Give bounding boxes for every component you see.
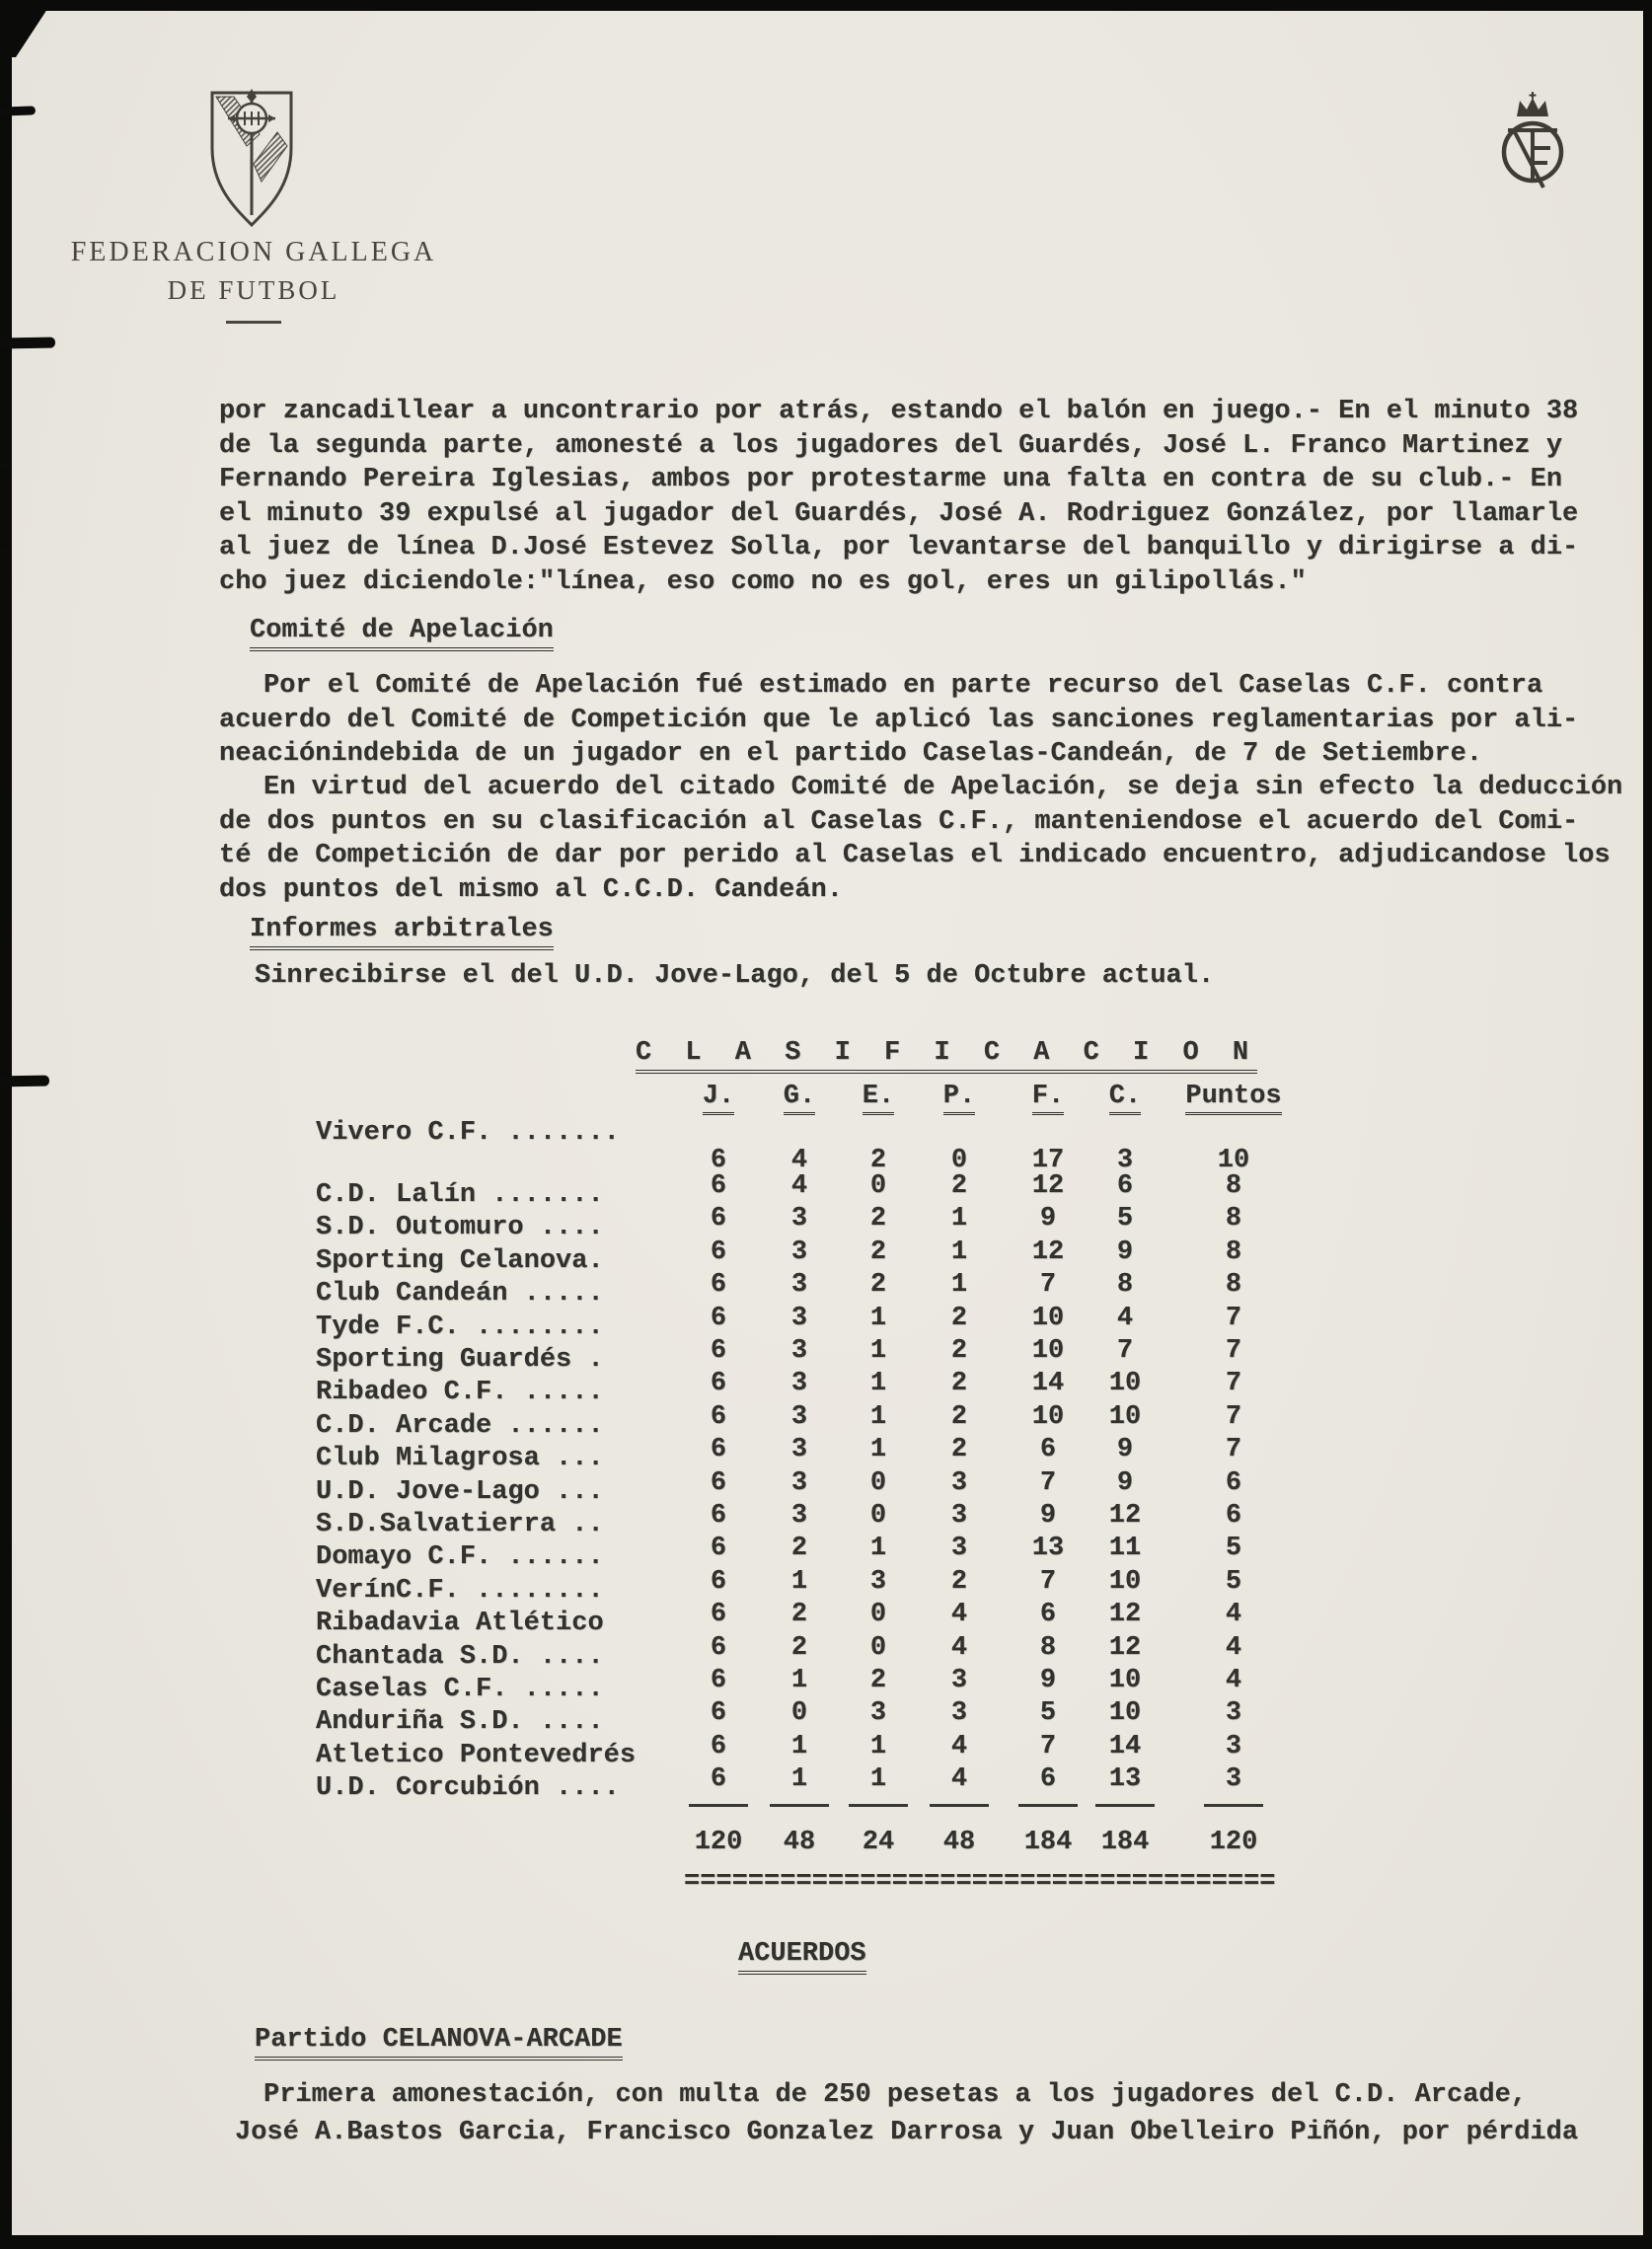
binding-notch xyxy=(0,464,11,469)
stat-value: 3 xyxy=(950,1534,968,1564)
stat-value: 13 xyxy=(1108,1764,1142,1795)
total-value: 48 xyxy=(942,1828,976,1857)
stat-value: 6 xyxy=(710,1369,727,1399)
stat-value: 1 xyxy=(950,1237,968,1267)
stat-value: 0 xyxy=(869,1632,887,1663)
org-name-line1: FEDERACION GALLEGA xyxy=(70,237,437,267)
stat-value: 9 xyxy=(1039,1501,1057,1531)
letterhead-rule xyxy=(226,321,281,324)
stat-value: 3 xyxy=(790,1270,808,1301)
stat-value: 2 xyxy=(950,1336,968,1366)
stat-value: 7 xyxy=(1039,1270,1057,1301)
stat-value: 2 xyxy=(869,1270,887,1301)
stat-value: 6 xyxy=(1116,1171,1134,1201)
referee-report-paragraph xyxy=(219,395,1640,599)
stat-value: 17 xyxy=(1031,1146,1065,1175)
informes-heading xyxy=(250,913,554,947)
referee-report-paragraph-line-5: al juez de línea D.José Estevez Solla, por levantarse del banquillo y dirigirse a di- xyxy=(219,533,1579,562)
stat-value: 6 xyxy=(710,1435,727,1465)
stat-value: 10 xyxy=(1108,1698,1142,1729)
stat-value: 6 xyxy=(710,1467,727,1498)
fgf-shield-logo xyxy=(202,85,301,231)
team-name: Caselas C.F. ..... xyxy=(316,1675,604,1704)
stat-value: 0 xyxy=(869,1501,887,1531)
apelacion-heading-text: Comité de Apelación xyxy=(250,616,554,651)
referee-report-paragraph-line-3: Fernando Pereira Iglesias, ambos por protestarme una falta en contra de su club.- En xyxy=(219,465,1563,494)
stat-value: 4 xyxy=(950,1764,968,1795)
apelacion-paragraph-2-line-2: de dos puntos en su clasificación al Caselas C.F., manteniendose el acuerdo del Comi- xyxy=(219,806,1579,837)
stat-value: 0 xyxy=(869,1171,887,1201)
stat-value: 2 xyxy=(950,1369,968,1399)
acuerdos-heading xyxy=(738,1937,866,1972)
stat-value: 1 xyxy=(869,1764,887,1795)
team-name: U.D. Corcubión .... xyxy=(316,1773,620,1804)
column-header-label: E. xyxy=(863,1082,894,1115)
org-name-line2: DE FUTBOL xyxy=(167,275,340,305)
stat-value: 3 xyxy=(1225,1731,1242,1762)
team-name: C.D. Lalín ....... xyxy=(316,1180,604,1210)
stat-value: 5 xyxy=(1116,1204,1134,1235)
totals-rule xyxy=(849,1804,908,1807)
stat-value: 3 xyxy=(950,1698,968,1729)
stat-value: 7 xyxy=(1039,1566,1057,1597)
informes-text: Sinrecibirse el del U.D. Jove-Lago, del 5 de Octubre actual. xyxy=(255,961,1215,991)
stat-value: 3 xyxy=(950,1666,968,1695)
stat-value: 6 xyxy=(710,1146,727,1175)
stat-value: 4 xyxy=(1225,1600,1242,1630)
stat-value: 2 xyxy=(790,1534,808,1564)
acuerdos-paragraph-line-1: Primera amonestación, con multa de 250 pesetas a los jugadores del C.D. Arcade, xyxy=(263,2080,1528,2110)
stat-value: 9 xyxy=(1116,1435,1134,1465)
stat-value: 8 xyxy=(1225,1237,1242,1267)
stat-value: 5 xyxy=(1225,1566,1242,1597)
team-name: Club Candeán ..... xyxy=(316,1279,604,1310)
match-heading xyxy=(255,2023,623,2058)
stat-value: 0 xyxy=(790,1698,808,1729)
total-value: 184 xyxy=(1023,1828,1073,1857)
stat-value: 3 xyxy=(950,1501,968,1531)
apelacion-paragraph-2-line-1: En virtud del acuerdo del citado Comité de Apelación, se deja sin efecto la deducción xyxy=(263,773,1623,802)
stat-value: 3 xyxy=(1225,1764,1242,1795)
stat-value: 2 xyxy=(950,1401,968,1432)
stat-value: 9 xyxy=(1116,1467,1134,1498)
total-value: 24 xyxy=(862,1828,895,1857)
total-value: 184 xyxy=(1100,1828,1150,1857)
stat-value: 10 xyxy=(1031,1336,1065,1366)
binding-notch xyxy=(0,337,55,349)
scan-edge-top xyxy=(0,0,1652,11)
team-name: Atletico Pontevedrés xyxy=(316,1740,637,1770)
stat-value: 6 xyxy=(710,1698,727,1729)
stat-value: 12 xyxy=(1108,1632,1142,1663)
stat-value: 7 xyxy=(1225,1303,1242,1333)
stat-value: 10 xyxy=(1108,1666,1142,1695)
column-header-p xyxy=(925,1082,994,1111)
stat-value: 11 xyxy=(1108,1534,1142,1564)
stat-value: 3 xyxy=(1225,1698,1242,1729)
crowned-federation-crest-logo xyxy=(1498,91,1567,199)
stat-value: 7 xyxy=(1225,1435,1242,1465)
team-name: Sporting Guardés . xyxy=(316,1345,604,1375)
totals-rule xyxy=(1095,1804,1155,1807)
stat-value: 6 xyxy=(710,1764,727,1795)
stat-value: 8 xyxy=(1039,1632,1057,1663)
stat-value: 6 xyxy=(1039,1600,1057,1630)
totals-rule xyxy=(689,1804,748,1807)
stat-value: 3 xyxy=(950,1467,968,1498)
stat-value: 2 xyxy=(869,1666,887,1695)
stat-value: 3 xyxy=(790,1336,808,1366)
column-header-label: Puntos xyxy=(1185,1082,1281,1115)
referee-report-paragraph-line-1: por zancadillear a uncontrario por atrás, estando el balón en juego.- En el minuto 38 xyxy=(219,397,1579,426)
team-name: Club Milagrosa ... xyxy=(316,1444,604,1474)
stat-value: 3 xyxy=(869,1566,887,1597)
stat-value: 7 xyxy=(1225,1401,1242,1432)
stat-value: 3 xyxy=(790,1303,808,1333)
team-name: Tyde F.C. ........ xyxy=(316,1312,604,1342)
team-name: Chantada S.D. .... xyxy=(316,1641,604,1672)
stat-value: 1 xyxy=(790,1731,808,1762)
stat-value: 2 xyxy=(950,1303,968,1333)
team-name: Anduriña S.D. .... xyxy=(316,1707,604,1738)
totals-rule xyxy=(770,1804,829,1807)
team-name: Ribadavia Atlético xyxy=(316,1609,604,1639)
stat-value: 4 xyxy=(790,1146,808,1175)
total-value: 48 xyxy=(783,1828,816,1857)
total-value: 120 xyxy=(694,1828,743,1857)
informes-heading-text: Informes arbitrales xyxy=(250,915,554,950)
team-name: C.D. Arcade ...... xyxy=(316,1410,604,1441)
apelacion-paragraph-2-line-3: té de Competición de dar por perido al Caselas el indicado encuentro, adjudicandose los xyxy=(219,841,1611,870)
stat-value: 6 xyxy=(1039,1764,1057,1795)
stat-value: 8 xyxy=(1225,1171,1242,1201)
stat-value: 12 xyxy=(1108,1501,1142,1531)
stat-value: 1 xyxy=(790,1666,808,1695)
stat-value: 6 xyxy=(710,1666,727,1695)
team-name: S.D.Salvatierra .. xyxy=(316,1510,604,1539)
apelacion-paragraph-2-line-4: dos puntos del mismo al C.C.D. Candeán. xyxy=(219,874,843,905)
stat-value: 2 xyxy=(869,1146,887,1175)
stat-value: 6 xyxy=(710,1237,727,1267)
column-header-g xyxy=(765,1082,834,1111)
stat-value: 6 xyxy=(710,1171,727,1201)
stat-value: 10 xyxy=(1031,1303,1065,1333)
scan-corner-shadow xyxy=(0,0,53,57)
referee-report-paragraph-line-6: cho juez diciendole:"línea, eso como no es gol, eres un gilipollás." xyxy=(219,566,1307,597)
apelacion-heading xyxy=(250,614,554,648)
stat-value: 6 xyxy=(710,1534,727,1564)
stat-value: 4 xyxy=(1225,1666,1242,1695)
stat-value: 0 xyxy=(869,1600,887,1630)
team-name: VerínC.F. ........ xyxy=(316,1575,604,1606)
stat-value: 1 xyxy=(869,1401,887,1432)
stat-value: 13 xyxy=(1031,1534,1065,1564)
stat-value: 4 xyxy=(1225,1632,1242,1663)
stat-value: 3 xyxy=(790,1401,808,1432)
stat-value: 6 xyxy=(710,1204,727,1235)
stat-value: 6 xyxy=(1225,1501,1242,1531)
stat-value: 1 xyxy=(790,1764,808,1795)
team-name: Sporting Celanova. xyxy=(316,1245,604,1276)
stat-value: 8 xyxy=(1116,1270,1134,1301)
stat-value: 9 xyxy=(1039,1666,1057,1695)
stat-value: 4 xyxy=(1116,1303,1134,1333)
stat-value: 6 xyxy=(710,1731,727,1762)
stat-value: 6 xyxy=(710,1501,727,1531)
match-heading-text: Partido CELANOVA-ARCADE xyxy=(255,2025,623,2061)
binding-notch xyxy=(0,549,9,553)
totals-rule xyxy=(1018,1804,1078,1807)
referee-report-paragraph-line-4: el minuto 39 expulsé al jugador del Guardés, José A. Rodriguez González, por llamarle xyxy=(219,498,1579,529)
stat-value: 2 xyxy=(790,1632,808,1663)
table-double-rule: ===================================== xyxy=(684,1867,1276,1897)
stat-value: 10 xyxy=(1108,1369,1142,1399)
stat-value: 1 xyxy=(790,1566,808,1597)
letterhead xyxy=(37,237,471,324)
stat-value: 3 xyxy=(790,1237,808,1267)
scan-edge-right xyxy=(1643,0,1652,2249)
stat-value: 3 xyxy=(869,1698,887,1729)
stat-value: 1 xyxy=(950,1204,968,1235)
column-header-j xyxy=(684,1082,753,1111)
stat-value: 6 xyxy=(710,1566,727,1597)
team-name: Domayo C.F. ...... xyxy=(316,1542,604,1573)
column-header-e xyxy=(844,1082,913,1111)
stat-value: 4 xyxy=(950,1731,968,1762)
stat-value: 6 xyxy=(710,1632,727,1663)
binding-notch xyxy=(0,106,36,115)
stat-value: 2 xyxy=(790,1600,808,1630)
stat-value: 10 xyxy=(1031,1401,1065,1432)
stat-value: 7 xyxy=(1039,1467,1057,1498)
team-name: U.D. Jove-Lago ... xyxy=(316,1476,604,1507)
stat-value: 4 xyxy=(950,1632,968,1663)
stat-value: 12 xyxy=(1031,1171,1065,1201)
team-name: Ribadeo C.F. ..... xyxy=(316,1378,604,1408)
stat-value: 1 xyxy=(869,1336,887,1366)
column-header-label: G. xyxy=(784,1082,815,1115)
acuerdos-paragraph-line-2: José A.Bastos Garcia, Francisco Gonzalez Darrosa y Juan Obelleiro Piñón, por pérdida xyxy=(235,2118,1579,2147)
stat-value: 6 xyxy=(710,1336,727,1366)
stat-value: 6 xyxy=(1225,1467,1242,1498)
stat-value: 3 xyxy=(790,1204,808,1235)
stat-value: 6 xyxy=(710,1303,727,1333)
stat-value: 3 xyxy=(1116,1146,1134,1175)
acuerdos-paragraph xyxy=(219,2078,1640,2153)
stat-value: 8 xyxy=(1225,1270,1242,1301)
totals-rule xyxy=(930,1804,989,1807)
apelacion-paragraph-1-line-1: Por el Comité de Apelación fué estimado en parte recurso del Caselas C.F. contra xyxy=(263,671,1543,701)
stat-value: 3 xyxy=(790,1501,808,1531)
stat-value: 10 xyxy=(1217,1146,1250,1175)
stat-value: 2 xyxy=(950,1435,968,1465)
team-name: S.D. Outomuro .... xyxy=(316,1213,604,1243)
stat-value: 2 xyxy=(950,1171,968,1201)
stat-value: 1 xyxy=(869,1731,887,1762)
stat-value: 7 xyxy=(1116,1336,1134,1366)
column-header-f xyxy=(1014,1082,1083,1111)
stat-value: 1 xyxy=(869,1369,887,1399)
stat-value: 1 xyxy=(869,1435,887,1465)
stat-value: 2 xyxy=(950,1566,968,1597)
apelacion-paragraph-1-line-3: neaciónindebida de un jugador en el partido Caselas-Candeán, de 7 de Setiembre. xyxy=(219,739,1483,769)
acuerdos-heading-text: ACUERDOS xyxy=(738,1939,866,1975)
column-header-label: J. xyxy=(703,1082,734,1115)
stat-value: 2 xyxy=(869,1204,887,1235)
scan-edge-bottom xyxy=(0,2235,1652,2249)
stat-value: 6 xyxy=(710,1270,727,1301)
stat-value: 7 xyxy=(1225,1369,1242,1399)
stat-value: 2 xyxy=(869,1237,887,1267)
stat-value: 0 xyxy=(869,1467,887,1498)
stat-value: 6 xyxy=(710,1600,727,1630)
stat-value: 7 xyxy=(1225,1336,1242,1366)
stat-value: 5 xyxy=(1225,1534,1242,1564)
column-header-puntos xyxy=(1169,1082,1298,1111)
stat-value: 12 xyxy=(1108,1600,1142,1630)
apelacion-paragraph-1-line-2: acuerdo del Comité de Competición que le aplicó las sanciones reglamentarias por ali- xyxy=(219,705,1579,735)
classification-title-text: C L A S I F I C A C I O N xyxy=(636,1038,1257,1074)
stat-value: 0 xyxy=(950,1146,968,1175)
stat-value: 4 xyxy=(790,1171,808,1201)
stat-value: 9 xyxy=(1039,1204,1057,1235)
stat-value: 3 xyxy=(790,1435,808,1465)
stat-value: 10 xyxy=(1108,1401,1142,1432)
stat-value: 7 xyxy=(1039,1731,1057,1762)
stat-value: 6 xyxy=(710,1401,727,1432)
column-header-label: F. xyxy=(1032,1082,1064,1115)
column-header-c xyxy=(1090,1082,1160,1111)
team-name: Vivero C.F. ....... xyxy=(316,1118,620,1148)
column-header-label: C. xyxy=(1109,1082,1141,1115)
stat-value: 6 xyxy=(1039,1435,1057,1465)
stat-value: 12 xyxy=(1031,1237,1065,1267)
stat-value: 8 xyxy=(1225,1204,1242,1235)
totals-rule xyxy=(1204,1804,1263,1807)
stat-value: 1 xyxy=(869,1303,887,1333)
stat-value: 1 xyxy=(869,1534,887,1564)
stat-value: 5 xyxy=(1039,1698,1057,1729)
apelacion-paragraph-1 xyxy=(219,669,1640,772)
stat-value: 3 xyxy=(790,1467,808,1498)
column-header-label: P. xyxy=(943,1082,975,1115)
stat-value: 3 xyxy=(790,1369,808,1399)
stat-value: 1 xyxy=(950,1270,968,1301)
stat-value: 14 xyxy=(1108,1731,1142,1762)
stat-value: 14 xyxy=(1031,1369,1065,1399)
referee-report-paragraph-line-2: de la segunda parte, amonesté a los jugadores del Guardés, José L. Franco Martinez y xyxy=(219,430,1563,461)
classification-title xyxy=(636,1036,1257,1071)
stat-value: 4 xyxy=(950,1600,968,1630)
stat-value: 10 xyxy=(1108,1566,1142,1597)
binding-notch xyxy=(0,1076,49,1087)
apelacion-paragraph-2 xyxy=(219,771,1640,907)
stat-value: 9 xyxy=(1116,1237,1134,1267)
total-value: 120 xyxy=(1209,1828,1258,1857)
